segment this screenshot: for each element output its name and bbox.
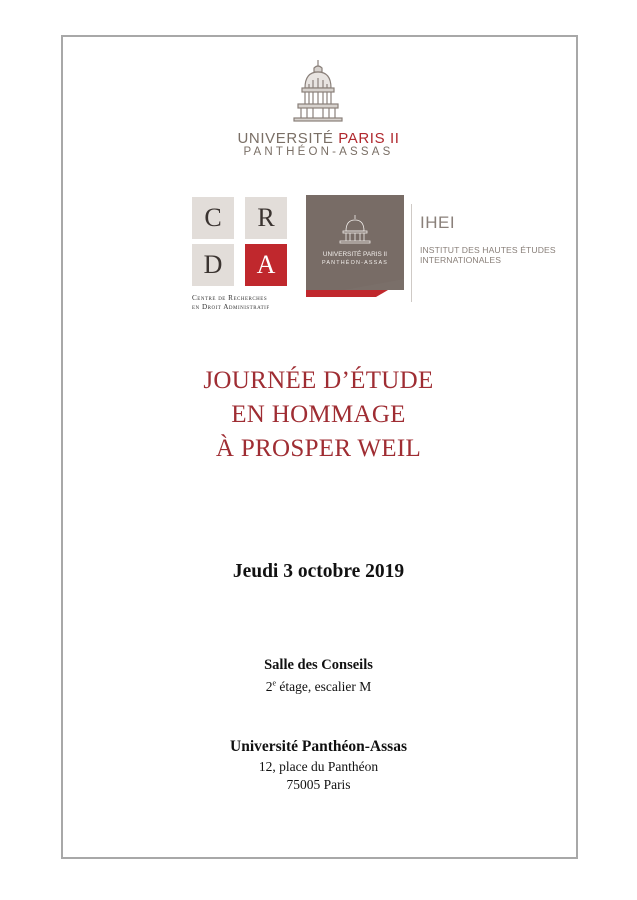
event-title-line2: EN HOMMAGE	[231, 401, 406, 428]
crda-caption	[192, 294, 270, 312]
ihei-badge-logo	[306, 195, 404, 297]
ihei-divider	[411, 204, 412, 302]
event-title-line1: JOURNÉE D’ÉTUDE	[203, 367, 434, 394]
crda-caption-line1: Centre de Recherches	[192, 294, 268, 302]
crda-letter-r: R	[245, 197, 287, 239]
venue-institution: Université Panthéon-Assas	[230, 738, 407, 755]
event-date: Jeudi 3 octobre 2019	[232, 561, 405, 582]
ihei-full-name-line2: INTERNATIONALES	[420, 255, 502, 265]
ihei-full-name	[420, 245, 556, 265]
crda-letter-a: A	[245, 244, 287, 286]
venue-address-line1: 12, place du Panthéon	[258, 759, 379, 774]
venue-floor-suffix: e	[272, 678, 277, 688]
ihei-badge-line2: PANTHÉON-ASSAS	[321, 260, 389, 266]
venue-floor-number: 2	[265, 679, 273, 694]
university-name-prefix: UNIVERSITÉ	[237, 130, 334, 147]
ihei-full-name-line1: INSTITUT DES HAUTES ÉTUDES	[420, 245, 556, 255]
university-subtitle: PANTHÉON-ASSAS	[243, 146, 394, 158]
venue-address-line2: 75005 Paris	[286, 777, 351, 792]
venue-floor-rest: étage, escalier M	[276, 679, 372, 694]
event-title	[0, 364, 637, 466]
crda-letter-c: C	[192, 197, 234, 239]
crda-letter-d: D	[192, 244, 234, 286]
event-title-line3: À PROSPER WEIL	[215, 435, 422, 462]
crda-caption-line2: en Droit Administratif	[192, 303, 270, 311]
ihei-badge-line1: UNIVERSITÉ PARIS II	[322, 251, 388, 258]
venue-floor	[0, 679, 637, 695]
venue-room: Salle des Conseils	[264, 657, 373, 673]
university-name-highlight: PARIS II	[338, 130, 400, 147]
university-name	[0, 130, 637, 147]
ihei-acronym: IHEI	[420, 213, 456, 232]
pantheon-dome-logo	[292, 58, 344, 122]
